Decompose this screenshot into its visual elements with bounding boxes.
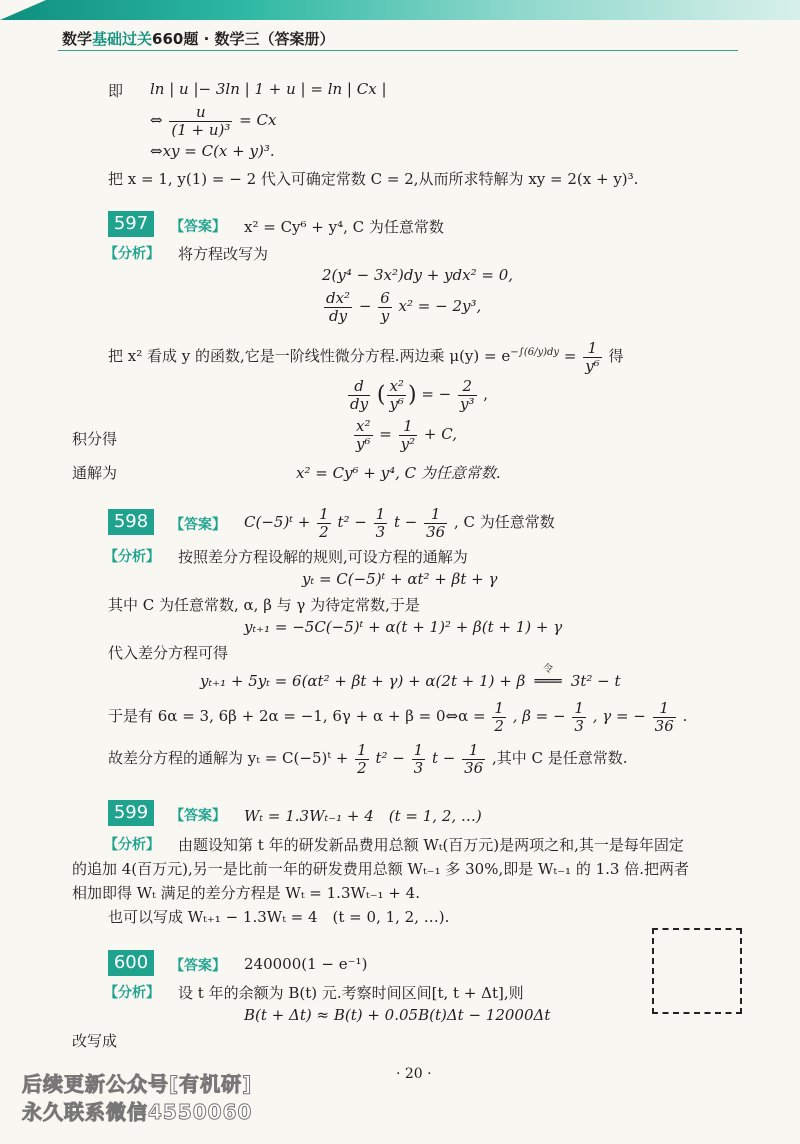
answer-text: C(−5)ᵗ + $\frac{1}{2}$ t² − $\frac{1}{3}$ t − $\frac{1}{36}$ , C 为任意常数 xyxy=(244,505,555,541)
problem-number-badge: 600 xyxy=(108,950,154,976)
analysis-text: 将方程改写为 xyxy=(178,245,269,263)
ji-label: 即 xyxy=(108,82,124,100)
note-placeholder-box xyxy=(652,928,742,1014)
equation-fraction-line: ⇔ $\frac{u}{\text{(1 + u)³}}$ = Cx xyxy=(150,103,277,139)
problem-number-badge: 599 xyxy=(108,800,154,826)
analysis-text: 相加即得 Wₜ 满足的差分方程是 Wₜ = 1.3Wₜ₋₁ + 4. xyxy=(72,884,420,902)
analysis-text: 设 t 年的余额为 B(t) 元.考察时间区间[t, t + Δt],则 xyxy=(178,984,524,1002)
equation-xy: ⇔xy = C(x + y)³. xyxy=(150,142,275,160)
answer-tag: 【答案】 xyxy=(170,808,226,824)
analysis-tag: 【分析】 xyxy=(104,549,160,565)
answer-tag: 【答案】 xyxy=(170,517,226,533)
answer-tag: 【答案】 xyxy=(170,958,226,974)
problem-number-badge: 598 xyxy=(108,509,154,535)
answer-text: x² = Cy⁶ + y⁴, C 为任意常数 xyxy=(244,218,444,236)
header-divider xyxy=(58,50,738,51)
equation-linear-form: $\frac{\text{dx²}}{dy}$ − $\frac{6}{y}$ x² = − 2y³, xyxy=(326,289,482,325)
problem-number-badge: 597 xyxy=(108,211,154,237)
analysis-text: 的追加 4(百万元),另一是比前一年的研发费用总额 Wₜ₋₁ 多 30%,即是 Wₜ₋₁ 的 1.3 倍.把两者 xyxy=(72,860,689,878)
equation-rewrite: 2(y⁴ − 3x²)dy + ydx² = 0, xyxy=(322,266,514,284)
general-solution-line: 故差分方程的通解为 yₜ = C(−5)ᵗ + $\frac{1}{2}$ t² − $\frac{1}{3}$ t − $\frac{1}{36}$ ,其中 C 是任意常数. xyxy=(108,741,628,777)
page-number: · 20 · xyxy=(396,1066,432,1082)
header-decor-band xyxy=(0,0,800,20)
particular-solution-text: 把 x = 1, y(1) = − 2 代入可确定常数 C = 2,从而所求特解为 xy = 2(x + y)³. xyxy=(108,170,639,188)
analysis-text: 也可以写成 Wₜ₊₁ − 1.3Wₜ = 4 (t = 0, 1, 2, …). xyxy=(108,908,450,926)
watermark-line-1: 后续更新公众号[有机研] xyxy=(22,1072,253,1096)
equation-shifted: yₜ₊₁ = −5C(−5)ᵗ + α(t + 1)² + β(t + 1) + γ xyxy=(244,618,563,636)
equation-trial-solution: yₜ = C(−5)ᵗ + αt² + βt + γ xyxy=(302,570,498,588)
answer-text: Wₜ = 1.3Wₜ₋₁ + 4 (t = 1, 2, …) xyxy=(244,807,482,825)
equation-derivative: $\frac{d}{dy}$ ( $\frac{\text{x²}}{\text{y⁶}}$ ) = − $\frac{2}{\text{y³}}$ , xyxy=(350,377,489,413)
equation-ln: ln | u |− 3ln | 1 + u | = ln | Cx | xyxy=(150,80,387,98)
general-solution-equation: x² = Cy⁶ + y⁴, C 为任意常数. xyxy=(296,464,501,482)
analysis-tag: 【分析】 xyxy=(104,837,160,853)
analysis-text: 按照差分方程设解的规则,可设方程的通解为 xyxy=(178,548,468,566)
equation-substituted: yₜ₊₁ + 5yₜ = 6(αt² + βt + γ) + α(2t + 1) + β 令 ═══ 3t² − t xyxy=(200,664,621,690)
page-header-title: 数学基础过关660题 · 数学三（答案册） xyxy=(62,30,335,48)
coefficient-solution-line: 于是有 6α = 3, 6β + 2α = −1, 6γ + α + β = 0⇔α = $\frac{1}{2}$ , β = − $\frac{1}{3}$ , γ = − $\frac{1}{36}$ . xyxy=(108,699,688,735)
analysis-text: 其中 C 为任意常数, α, β 与 γ 为待定常数,于是 xyxy=(108,596,420,614)
analysis-tag: 【分析】 xyxy=(104,246,160,262)
answer-tag: 【答案】 xyxy=(170,219,226,235)
analysis-text: 改写成 xyxy=(72,1032,118,1050)
watermark-line-2: 永久联系微信4550060 xyxy=(22,1100,253,1124)
analysis-tag: 【分析】 xyxy=(104,985,160,1001)
analysis-text: 由题设知第 t 年的研发新品费用总额 Wₜ(百万元)是两项之和,其一是每年固定 xyxy=(178,836,684,854)
equation-integrated: $\frac{\text{x²}}{\text{y⁶}}$ = $\frac{1}{\text{y²}}$ + C, xyxy=(356,417,457,453)
analysis-text: 代入差分方程可得 xyxy=(108,644,229,662)
general-solution-label: 通解为 xyxy=(72,464,118,482)
integrate-label: 积分得 xyxy=(72,430,118,448)
answer-text: 240000(1 − e⁻¹) xyxy=(244,955,368,973)
integrating-factor-text: 把 x² 看成 y 的函数,它是一阶线性微分方程.两边乘 $\mu(y) = e^{-\int(6/y)dy}$ = $\frac{1}{\text{y⁶}}$ 得 xyxy=(108,339,624,375)
equation-balance: B(t + Δt) ≈ B(t) + 0.05B(t)Δt − 12000Δt xyxy=(244,1006,551,1024)
